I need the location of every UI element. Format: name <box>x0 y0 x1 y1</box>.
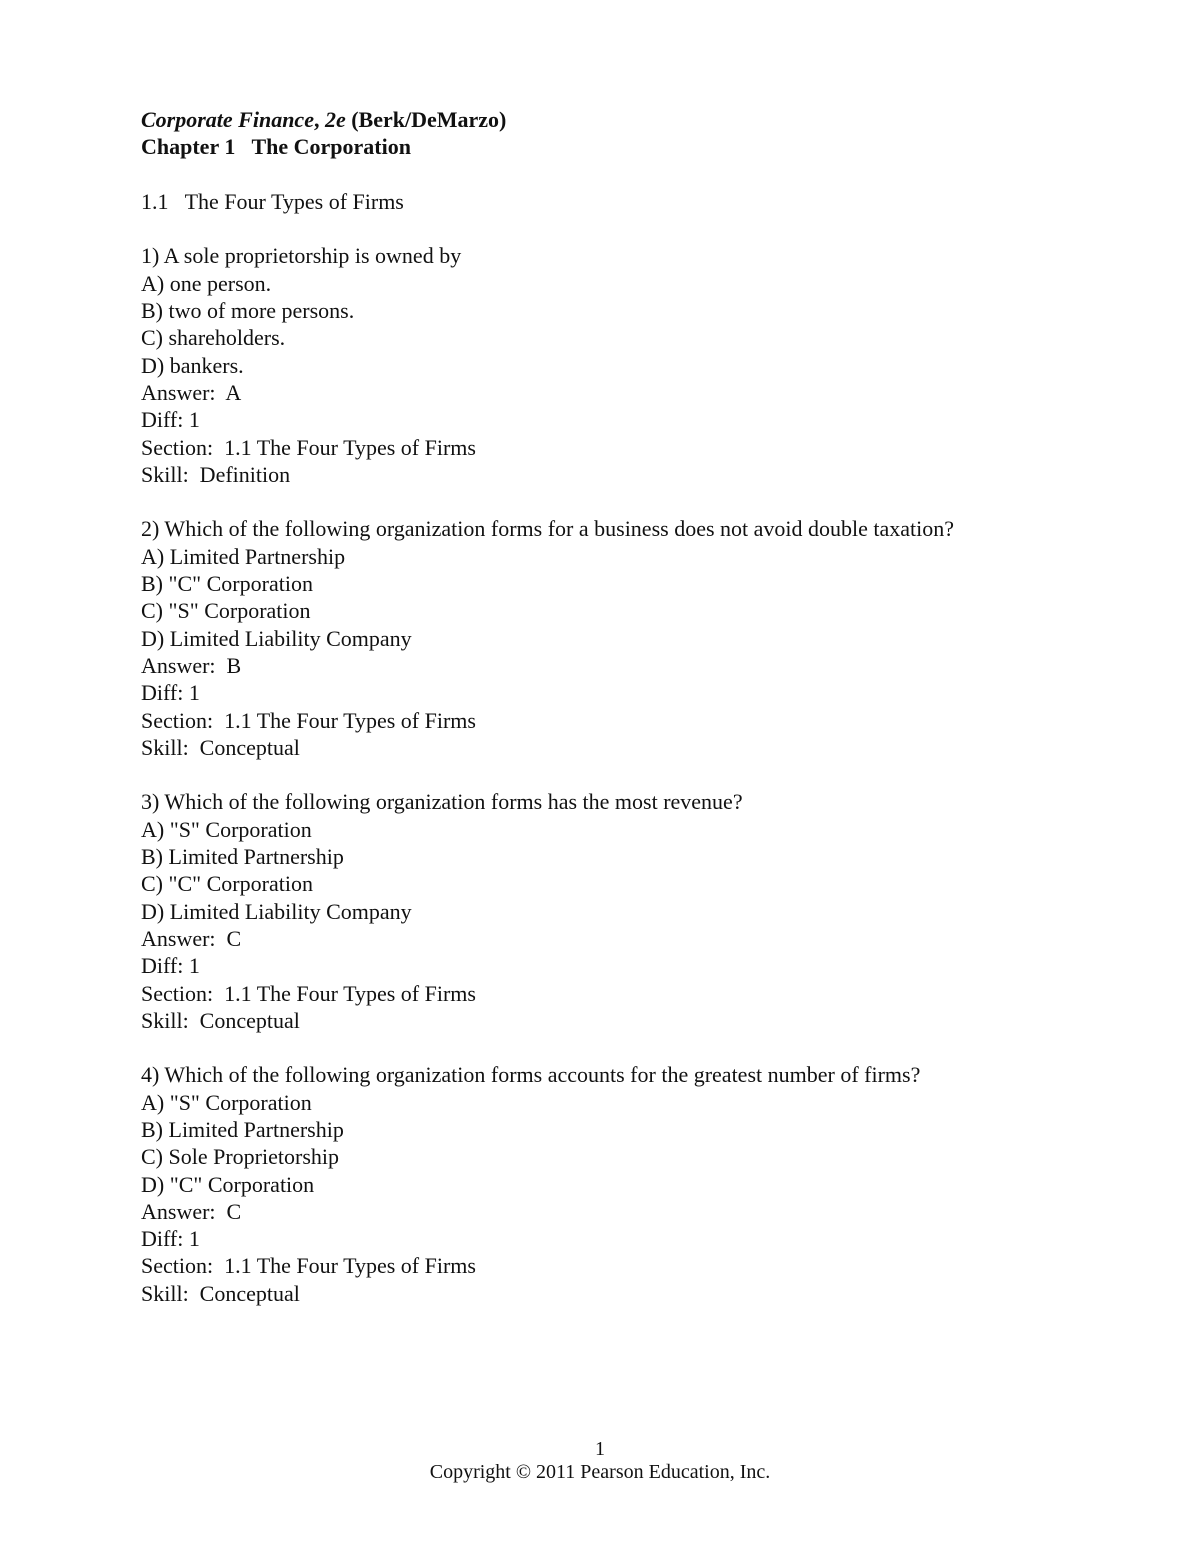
difficulty: Diff: 1 <box>141 680 200 706</box>
question-stem: 2) Which of the following organization forms for a business does not avoid double taxation? <box>141 516 955 542</box>
answer: Answer: C <box>141 1198 242 1224</box>
skill: Skill: Conceptual <box>141 1007 300 1033</box>
edition: 2e <box>324 107 346 132</box>
answer: Answer: C <box>141 925 242 951</box>
chapter-heading <box>141 133 1141 160</box>
option-a: A) Limited Partnership <box>141 543 346 569</box>
book-title: Corporate Finance <box>141 107 314 132</box>
question-block <box>141 515 1141 761</box>
skill: Skill: Conceptual <box>141 734 300 760</box>
authors: (Berk/DeMarzo) <box>345 107 507 132</box>
option-b: B) Limited Partnership <box>141 1116 344 1142</box>
book-title-line <box>141 106 1141 133</box>
page-content <box>141 106 1141 1307</box>
question-stem: 1) A sole proprietorship is owned by <box>141 243 462 269</box>
option-a: A) one person. <box>141 270 272 296</box>
edition-separator: , <box>313 107 325 132</box>
option-d: D) "C" Corporation <box>141 1171 315 1197</box>
option-b: B) Limited Partnership <box>141 844 344 870</box>
chapter-label: Chapter 1 <box>141 134 236 160</box>
section-ref: Section: 1.1 The Four Types of Firms <box>141 434 476 460</box>
question-block <box>141 788 1141 1034</box>
section-ref: Section: 1.1 The Four Types of Firms <box>141 1253 476 1279</box>
option-d: D) bankers. <box>141 352 244 378</box>
skill: Skill: Definition <box>141 461 291 487</box>
section-ref: Section: 1.1 The Four Types of Firms <box>141 707 476 733</box>
option-c: C) shareholders. <box>141 325 286 351</box>
option-c: C) "C" Corporation <box>141 871 313 897</box>
answer: Answer: B <box>141 652 242 678</box>
option-d: D) Limited Liability Company <box>141 625 412 651</box>
answer: Answer: A <box>141 379 242 405</box>
page-number: 1 <box>595 1438 605 1460</box>
option-c: C) Sole Proprietorship <box>141 1144 339 1170</box>
question-block <box>141 1061 1141 1307</box>
question-stem: 3) Which of the following organization forms has the most revenue? <box>141 789 743 815</box>
option-a: A) "S" Corporation <box>141 816 312 842</box>
section-heading: 1.1 The Four Types of Firms <box>141 188 404 214</box>
option-b: B) two of more persons. <box>141 298 355 324</box>
option-c: C) "S" Corporation <box>141 598 311 624</box>
difficulty: Diff: 1 <box>141 1226 200 1252</box>
section-ref: Section: 1.1 The Four Types of Firms <box>141 980 476 1006</box>
copyright-notice: Copyright © 2011 Pearson Education, Inc. <box>429 1461 771 1483</box>
skill: Skill: Conceptual <box>141 1280 300 1306</box>
option-d: D) Limited Liability Company <box>141 898 412 924</box>
option-a: A) "S" Corporation <box>141 1089 312 1115</box>
difficulty: Diff: 1 <box>141 953 200 979</box>
question-stem: 4) Which of the following organization forms accounts for the greatest number of firms? <box>141 1062 921 1088</box>
question-block <box>141 242 1141 488</box>
difficulty: Diff: 1 <box>141 407 200 433</box>
chapter-title: The Corporation <box>251 134 411 160</box>
option-b: B) "C" Corporation <box>141 571 313 597</box>
